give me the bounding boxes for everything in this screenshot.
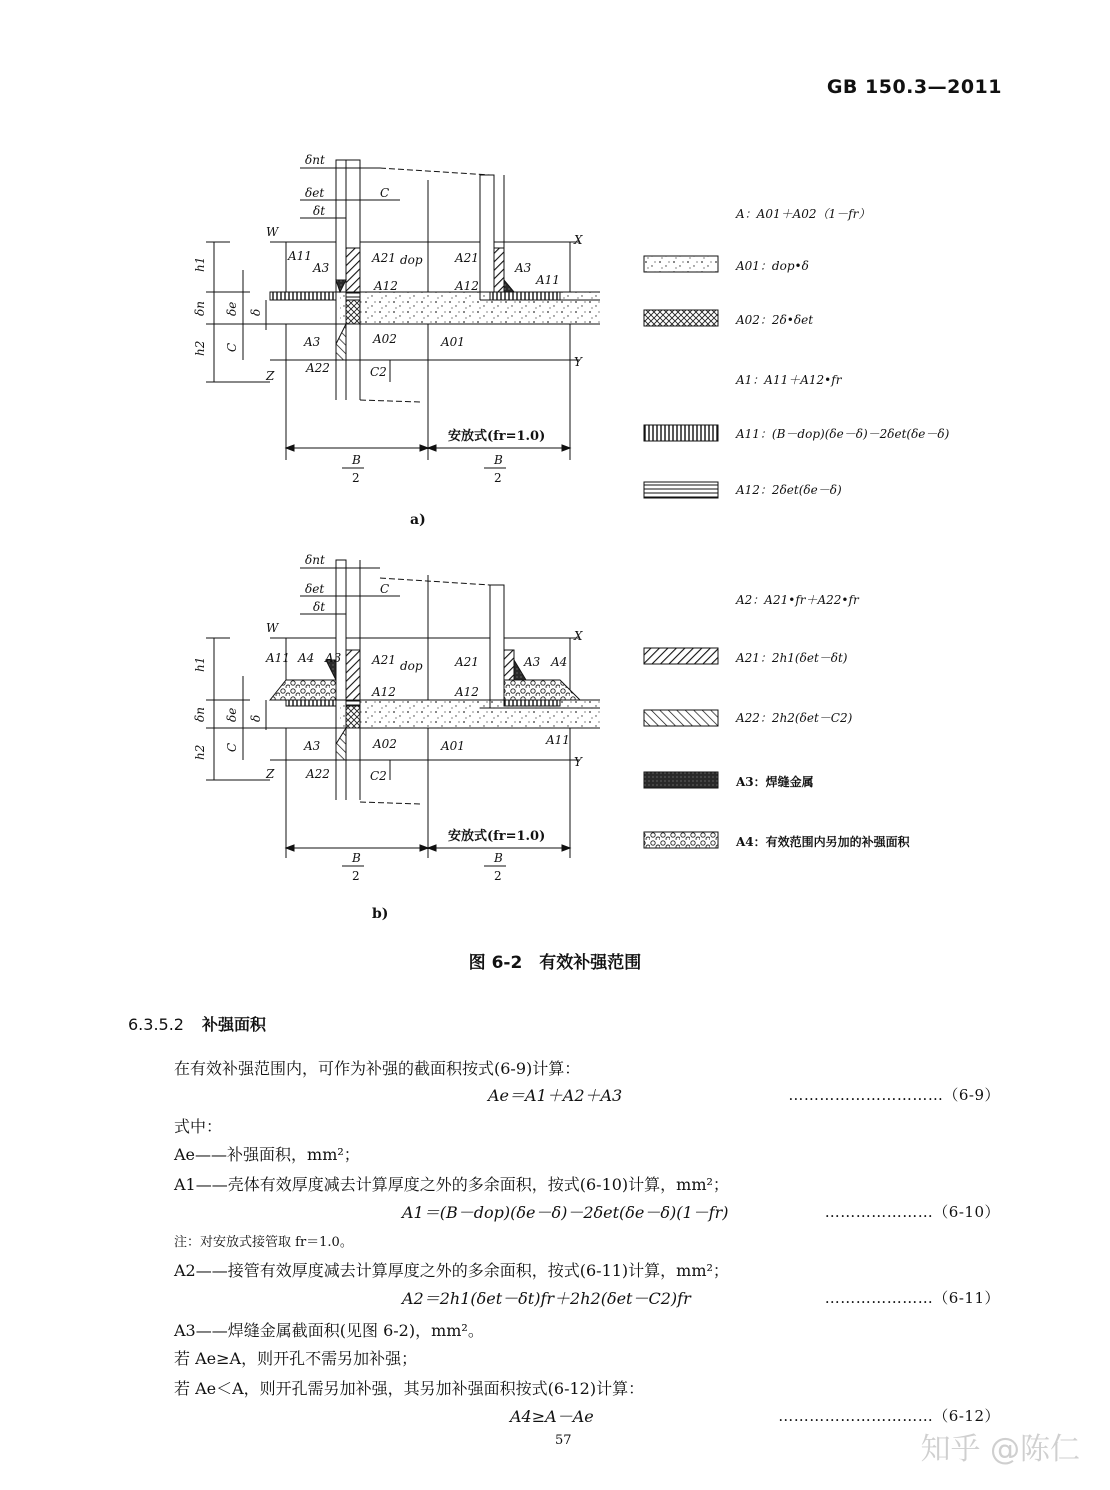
swatch-a01: [644, 256, 718, 272]
swatch-a21: [644, 648, 718, 664]
section-number: 6.3.5.2: [128, 1015, 184, 1034]
swatch-a22: [644, 710, 718, 726]
label-b-a3: A3: [325, 651, 342, 665]
equation-6-11-number: …………………（6-11）: [824, 1289, 1000, 1307]
equation-6-10-number: …………………（6-10）: [824, 1203, 1000, 1221]
label-b-c-side: C: [225, 742, 239, 752]
page-number: 57: [555, 1433, 572, 1448]
label-b-a11: A11: [266, 651, 290, 665]
legend-a12: A12：2δet(δe－δ): [736, 483, 842, 497]
swatch-a4: [644, 832, 718, 848]
equation-6-12-number: …………………………（6-12）: [778, 1407, 1000, 1425]
label-b-a4: A4: [298, 651, 315, 665]
figure-caption: 图 6-2 有效补强范围: [468, 953, 642, 973]
legend-a1: A1：A11＋A12•fr: [736, 373, 842, 387]
label-inset-a: 安放式(fr=1.0): [448, 429, 546, 444]
label-inset-b: 安放式(fr=1.0): [448, 829, 546, 844]
label-b-a21: A21: [372, 653, 396, 667]
label-b-a3-lower: A3: [304, 739, 321, 753]
label-a21-right: A21: [455, 251, 479, 265]
label-z: Z: [266, 369, 275, 383]
equation-6-10: A1＝(B－dop)(δe－δ)－2δet(δe－δ)(1－fr): [402, 1203, 729, 1222]
section-heading: [128, 1012, 266, 1035]
label-a3: A3: [313, 261, 330, 275]
label-x: X: [574, 233, 583, 247]
note: 注：对安放式接管取 fr＝1.0。: [174, 1235, 353, 1250]
swatch-a02: [644, 310, 718, 326]
label-b-x: X: [574, 629, 583, 643]
def-a2: A2——接管有效厚度减去计算厚度之外的多余面积，按式(6-11)计算，mm²；: [174, 1261, 729, 1280]
legend-a11: A11：(B－dop)(δe－δ)－2δet(δe－δ): [736, 427, 950, 441]
label-det: δet: [305, 186, 325, 200]
swatch-a11: [644, 425, 718, 441]
subfigure-a-label: a): [410, 512, 426, 528]
label-h1: h1: [193, 256, 207, 272]
label-a3-right: A3: [515, 261, 532, 275]
label-b-dnt: δnt: [305, 553, 325, 567]
watermark: 知乎 @陈仁: [920, 1432, 1080, 1467]
label-b-de: δe: [225, 707, 239, 722]
label-b-num-right: B: [494, 453, 503, 467]
label-b2-den-right: 2: [494, 869, 502, 883]
def-a1: A1——壳体有效厚度减去计算厚度之外的多余面积，按式(6-10)计算，mm²；: [174, 1175, 729, 1194]
label-b-det: δet: [305, 582, 325, 596]
label-a3-lower: A3: [304, 335, 321, 349]
swatch-a12: [644, 482, 718, 498]
label-a21: A21: [372, 251, 396, 265]
label-b-c: C: [380, 582, 390, 596]
label-a11: A11: [288, 249, 312, 263]
swatch-a3: [644, 772, 718, 788]
section-title: 补强面积: [201, 1015, 266, 1034]
label-b-c2: C2: [370, 769, 387, 783]
label-b-a02: A02: [373, 737, 397, 751]
label-b-a01: A01: [441, 739, 465, 753]
legend-a22: A22：2h2(δet－C2): [736, 711, 853, 725]
label-b-a3-right: A3: [524, 655, 541, 669]
body-where: 式中：: [174, 1117, 223, 1136]
label-c-side: C: [225, 342, 239, 352]
label-y: Y: [574, 355, 582, 369]
legend-a02: A02：2δ•δet: [736, 313, 814, 327]
legend-a3: A3：焊缝金属: [736, 775, 814, 789]
label-b-den-right: 2: [494, 471, 502, 485]
label-b-a12-right: A12: [455, 685, 479, 699]
label-dnt: δnt: [305, 153, 325, 167]
legend-a2: A2：A21•fr＋A22•fr: [736, 593, 859, 607]
label-b-dt: δt: [313, 600, 326, 614]
equation-6-12: A4≥A－Ae: [510, 1407, 594, 1426]
legend-a01: A01：dop•δ: [736, 259, 809, 273]
label-dop: dop: [400, 253, 423, 267]
label-a12: A12: [374, 279, 398, 293]
label-a02: A02: [373, 332, 397, 346]
label-dn: δn: [193, 301, 207, 316]
legend-a-total: A：A01＋A02（1－fr）: [736, 207, 871, 221]
label-b-a21-right: A21: [455, 655, 479, 669]
label-b2-num-left: B: [352, 851, 361, 865]
body-intro: 在有效补强范围内，可作为补强的截面积按式(6-9)计算：: [174, 1059, 581, 1078]
def-a3: A3——焊缝金属截面积(见图 6-2)，mm²。: [174, 1321, 484, 1340]
label-b-a11-right: A11: [546, 733, 570, 747]
condition-2: 若 Ae＜A，则开孔需另加补强，其另加补强面积按式(6-12)计算：: [174, 1379, 645, 1398]
label-h2: h2: [193, 340, 207, 356]
label-b-w: W: [266, 621, 279, 635]
label-b-a22: A22: [306, 767, 330, 781]
label-b-dop: dop: [400, 659, 423, 673]
label-b-den-left: 2: [352, 471, 360, 485]
label-c2: C2: [370, 365, 387, 379]
equation-6-9-number: …………………………（6-9）: [788, 1086, 1000, 1104]
label-a22: A22: [306, 361, 330, 375]
label-b-z: Z: [266, 767, 275, 781]
subfigure-b-label: b): [372, 906, 389, 922]
label-a12-right: A12: [455, 279, 479, 293]
equation-6-9: Ae＝A1＋A2＋A3: [488, 1086, 623, 1105]
legend-a4: A4：有效范围内另加的补强面积: [736, 835, 910, 849]
label-b-dn: δn: [193, 707, 207, 722]
label-b-a12: A12: [372, 685, 396, 699]
label-b2-den-left: 2: [352, 869, 360, 883]
equation-6-11: A2＝2h1(δet－δt)fr＋2h2(δet－C2)fr: [402, 1289, 691, 1308]
label-b-a4-right: A4: [551, 655, 568, 669]
label-b-num-left: B: [352, 453, 361, 467]
label-dt: δt: [313, 204, 326, 218]
standard-code: GB 150.3—2011: [826, 76, 1002, 98]
label-w: W: [266, 225, 279, 239]
label-a01: A01: [441, 335, 465, 349]
legend-a21: A21：2h1(δet－δt): [736, 651, 848, 665]
label-a11-right: A11: [536, 273, 560, 287]
def-ae: Ae——补强面积，mm²；: [174, 1145, 360, 1164]
label-b-h1: h1: [193, 656, 207, 672]
label-c: C: [380, 186, 390, 200]
label-b-y: Y: [574, 755, 582, 769]
label-d: δ: [249, 308, 263, 316]
label-b2-num-right: B: [494, 851, 503, 865]
label-b-d: δ: [249, 714, 263, 722]
label-b-h2: h2: [193, 744, 207, 760]
condition-1: 若 Ae≥A，则开孔不需另加补强；: [174, 1349, 418, 1368]
label-de: δe: [225, 301, 239, 316]
